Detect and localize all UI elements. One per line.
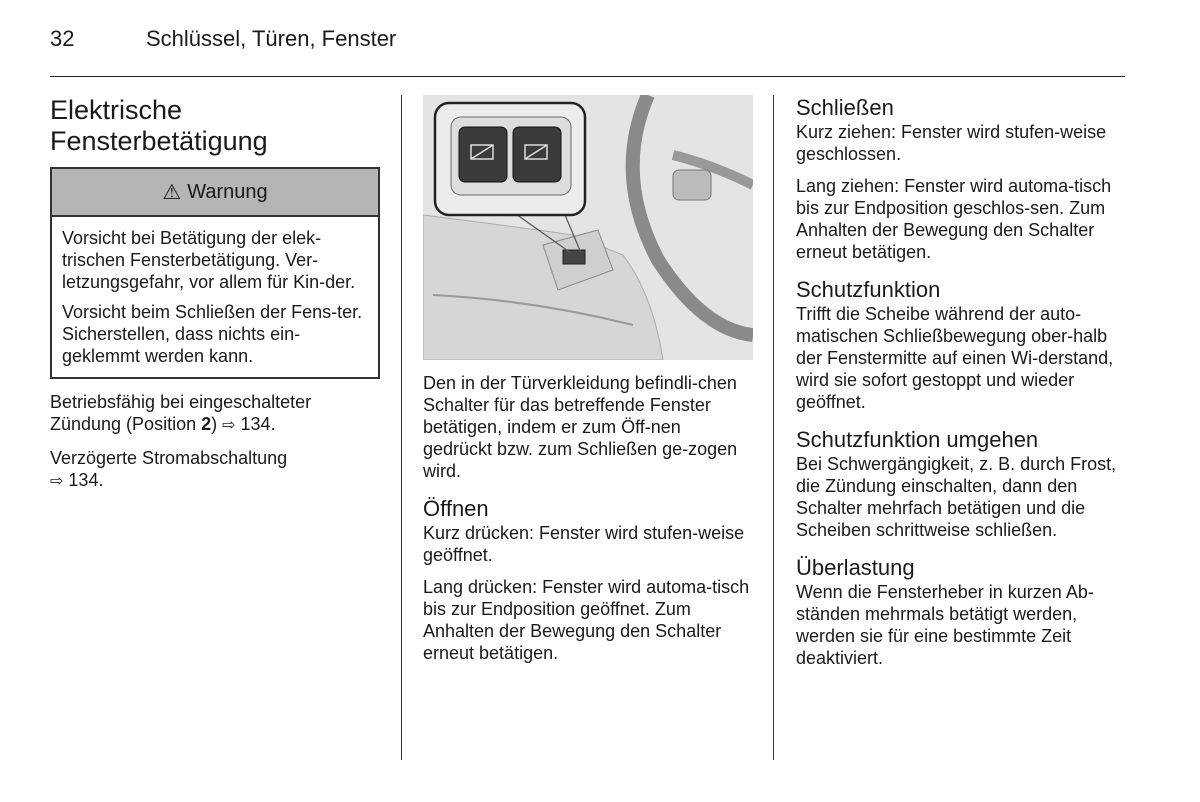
column-middle bbox=[423, 95, 753, 674]
column-divider bbox=[401, 95, 402, 760]
warning-box bbox=[50, 167, 380, 379]
subsection-heading: Öffnen bbox=[423, 496, 489, 521]
body-paragraph: Bei Schwergängigkeit, z. B. durch Frost, die Zündung einschalten, dann den Schalter mehrfach betätigen und die Scheiben schrittweise schließen. bbox=[796, 454, 1117, 540]
column-right bbox=[796, 95, 1126, 679]
body-paragraph: Kurz ziehen: Fenster wird stufen-weise geschlossen. bbox=[796, 122, 1107, 164]
body-paragraph: Lang ziehen: Fenster wird automa-tisch bis zur Endposition geschlos-sen. Zum Anhalten der Bewegung den Schalter erneut betätigen. bbox=[796, 176, 1112, 262]
warning-triangle-icon: ⚠ bbox=[162, 180, 182, 204]
page-header bbox=[50, 26, 1125, 77]
warning-title: Warnung bbox=[187, 180, 268, 203]
section-schutzfunktion bbox=[796, 277, 1126, 413]
running-title: Schlüssel, Türen, Fenster bbox=[146, 26, 397, 51]
body-paragraph: Lang drücken: Fenster wird automa-tisch bis zur Endposition geöffnet. Zum Anhalten der Bewegung den Schalter erneut betätigen. bbox=[423, 577, 750, 663]
page-number: 32 bbox=[50, 26, 75, 51]
subsection-heading: Schließen bbox=[796, 95, 894, 120]
page-reference-arrow-icon: ⇨ bbox=[50, 473, 64, 490]
page-reference-arrow-icon: ⇨ bbox=[222, 417, 236, 434]
body-paragraph: Trifft die Scheibe während der auto-matischen Schließbewegung ober-halb der Fenstermitte auf einen Wi-derstand, wird sie sofort gestoppt und wieder geöffnet. bbox=[796, 304, 1114, 412]
warning-text: Vorsicht beim Schließen der Fens-ter. Sicherstellen, dass nichts ein-geklemmt werden kann. bbox=[62, 302, 363, 366]
subsection-heading: Schutzfunktion umgehen bbox=[796, 427, 1039, 452]
figure-caption: Den in der Türverkleidung befindli-chen Schalter für das betreffende Fenster betätigen, indem er zum Öff-nen gedrückt bzw. zum Schließen ge-zogen wird. bbox=[423, 373, 738, 481]
body-paragraph: Betriebsfähig bei eingeschalteter Zündung (Position 2) ⇨ 134. bbox=[50, 392, 312, 434]
section-heading: Elektrische Fensterbetätigung bbox=[50, 95, 268, 156]
subsection-heading: Schutzfunktion bbox=[796, 277, 941, 302]
subsection-heading: Überlastung bbox=[796, 555, 915, 580]
body-paragraph: Kurz drücken: Fenster wird stufen-weise geöffnet. bbox=[423, 523, 745, 565]
warning-text: Vorsicht bei Betätigung der elek-trischen Fensterbetätigung. Ver-letzungsgefahr, vor allem für Kin-der. bbox=[62, 228, 356, 292]
body-paragraph: Wenn die Fensterheber in kurzen Ab-ständen mehrmals betätigt werden, werden sie für eine bestimmte Zeit deaktiviert. bbox=[796, 582, 1094, 668]
warning-header bbox=[52, 169, 378, 217]
body-paragraph: Verzögerte Stromabschaltung ⇨ 134. bbox=[50, 448, 288, 490]
column-left bbox=[50, 95, 380, 503]
window-switch-illustration bbox=[423, 95, 753, 360]
section-schutzfunktion-umgehen bbox=[796, 427, 1126, 541]
section-schliessen bbox=[796, 95, 1126, 263]
section-oeffnen bbox=[423, 496, 753, 664]
column-divider bbox=[773, 95, 774, 760]
section-ueberlastung bbox=[796, 555, 1126, 669]
